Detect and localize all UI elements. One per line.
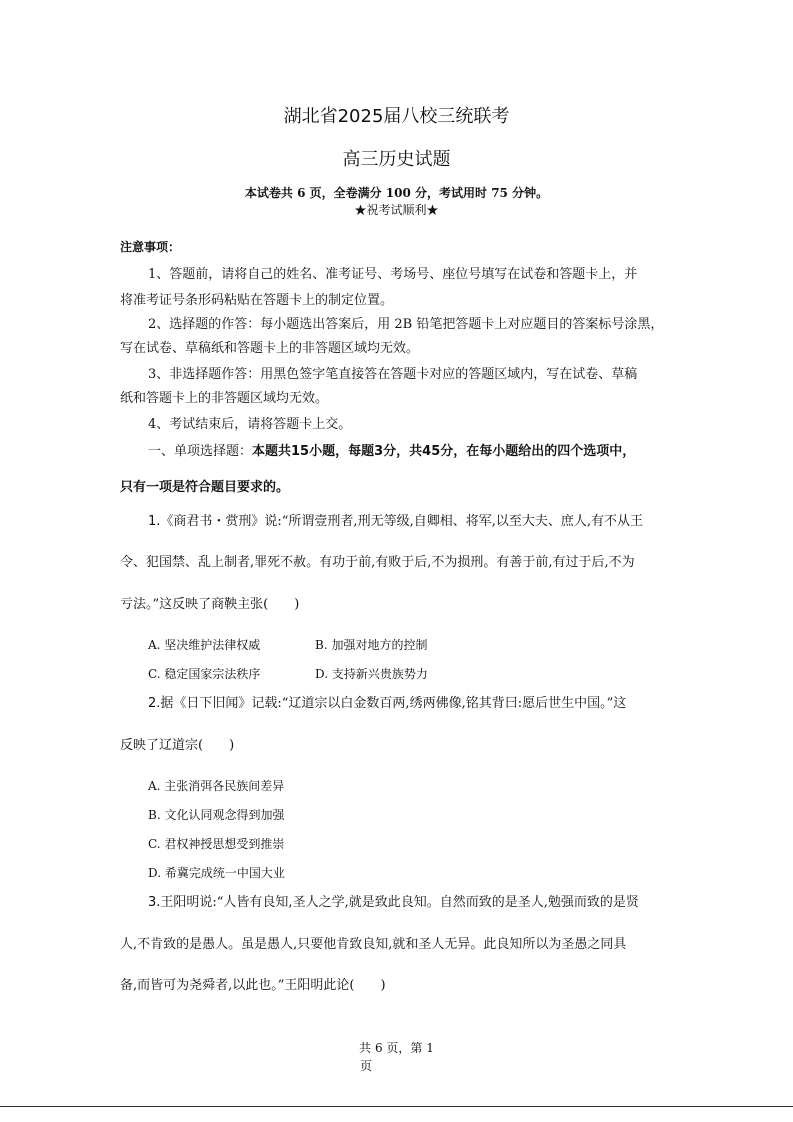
question-1-option-d: D. 支持新兴贵族势力 <box>315 667 428 681</box>
page-footer-line-2: 页 <box>360 1059 373 1073</box>
question-3-number: 3. <box>148 895 161 910</box>
question-2-option-a: A. 主张消弭各民族间差异 <box>148 779 285 793</box>
exam-info: 本试卷共 6 页，全卷满分 100 分，考试用时 75 分钟。 <box>244 186 549 200</box>
question-2-number: 2. <box>148 696 161 711</box>
notice-heading: 注意事项： <box>120 240 181 254</box>
notice-item-4: 4、考试结束后，请将答题卡上交。 <box>148 417 352 432</box>
question-3-line-2: 人,不肯致的是愚人。虽是愚人,只要他肯致良知,就和圣人无异。此良知所以为圣愚之同具 <box>120 937 627 952</box>
exam-title: 湖北省2025届八校三统联考 <box>283 106 510 127</box>
question-1-line-1: 1.《商君书・赏刑》说:“所谓壹刑者,刑无等级,自卿相、将军,以至大夫、庶人,有不从王 <box>148 514 643 529</box>
notice-item-1-line-1: 1、答题前，请将自己的姓名、准考证号、考场号、座位号填写在试卷和答题卡上，并 <box>148 267 638 282</box>
notice-item-1-line-2: 将准考证号条形码粘贴在答题卡上的制定位置。 <box>120 293 394 308</box>
exam-wish: ★祝考试顺利★ <box>354 203 439 217</box>
question-1-line-2: 令、犯国禁、乱上制者,罪死不赦。有功于前,有败于后,不为损刑。有善于前,有过于后,不为 <box>120 555 635 570</box>
question-3-line-3: 备,而皆可为尧舜者,以此也。”王阳明此论( ) <box>120 978 386 993</box>
notice-item-2-line-2: 写在试卷、草稿纸和答题卡上的非答题区域均无效。 <box>120 341 420 356</box>
notice-item-3-line-2: 纸和答题卡上的非答题区域均无效。 <box>120 391 329 406</box>
question-2-line-1: 2.据《日下旧闻》记载:“辽道宗以白金数百两,绣两佛像,铭其背曰:愿后世生中国。”这 <box>148 696 627 711</box>
notice-item-2-line-1: 2、选择题的作答：每小题选出答案后，用 2B 铅笔把答题卡上对应题目的答案标号涂黑， <box>148 317 664 332</box>
question-2-option-c: C. 君权神授思想受到推崇 <box>148 837 285 851</box>
question-1-option-a: A. 坚决维护法律权威 <box>148 638 261 652</box>
question-1-option-b: B. 加强对地方的控制 <box>315 638 428 652</box>
question-1-line-3: 亏法。”这反映了商鞅主张( ) <box>120 597 300 612</box>
question-2-option-d: D. 希冀完成统一中国大业 <box>148 866 285 880</box>
section-line-1: 本题共15小题，每题3分，共45分，在每小题给出的四个选项中， <box>252 444 636 459</box>
question-1-number: 1. <box>148 514 161 529</box>
notice-item-3-line-1: 3、非选择题作答：用黑色签字笔直接答在答题卡对应的答题区域内，写在试卷、草稿 <box>148 367 638 382</box>
question-1-option-c: C. 稳定国家宗法秩序 <box>148 667 261 681</box>
page-footer-line-1: 共 6 页，第 1 <box>359 1041 434 1055</box>
section-line-2: 只有一项是符合题目要求的。 <box>120 480 290 495</box>
section-heading <box>148 440 635 459</box>
question-2-option-b: B. 文化认同观念得到加强 <box>148 808 285 822</box>
section-lead: 一、单项选择题： <box>148 444 253 459</box>
question-3-line-1: 3.王阳明说:“人皆有良知,圣人之学,就是致此良知。自然而致的是圣人,勉强而致的是贤 <box>148 895 639 910</box>
question-2-line-2: 反映了辽道宗( ) <box>120 738 235 753</box>
exam-subtitle: 高三历史试题 <box>342 149 451 170</box>
page-bottom-divider <box>0 1106 793 1107</box>
